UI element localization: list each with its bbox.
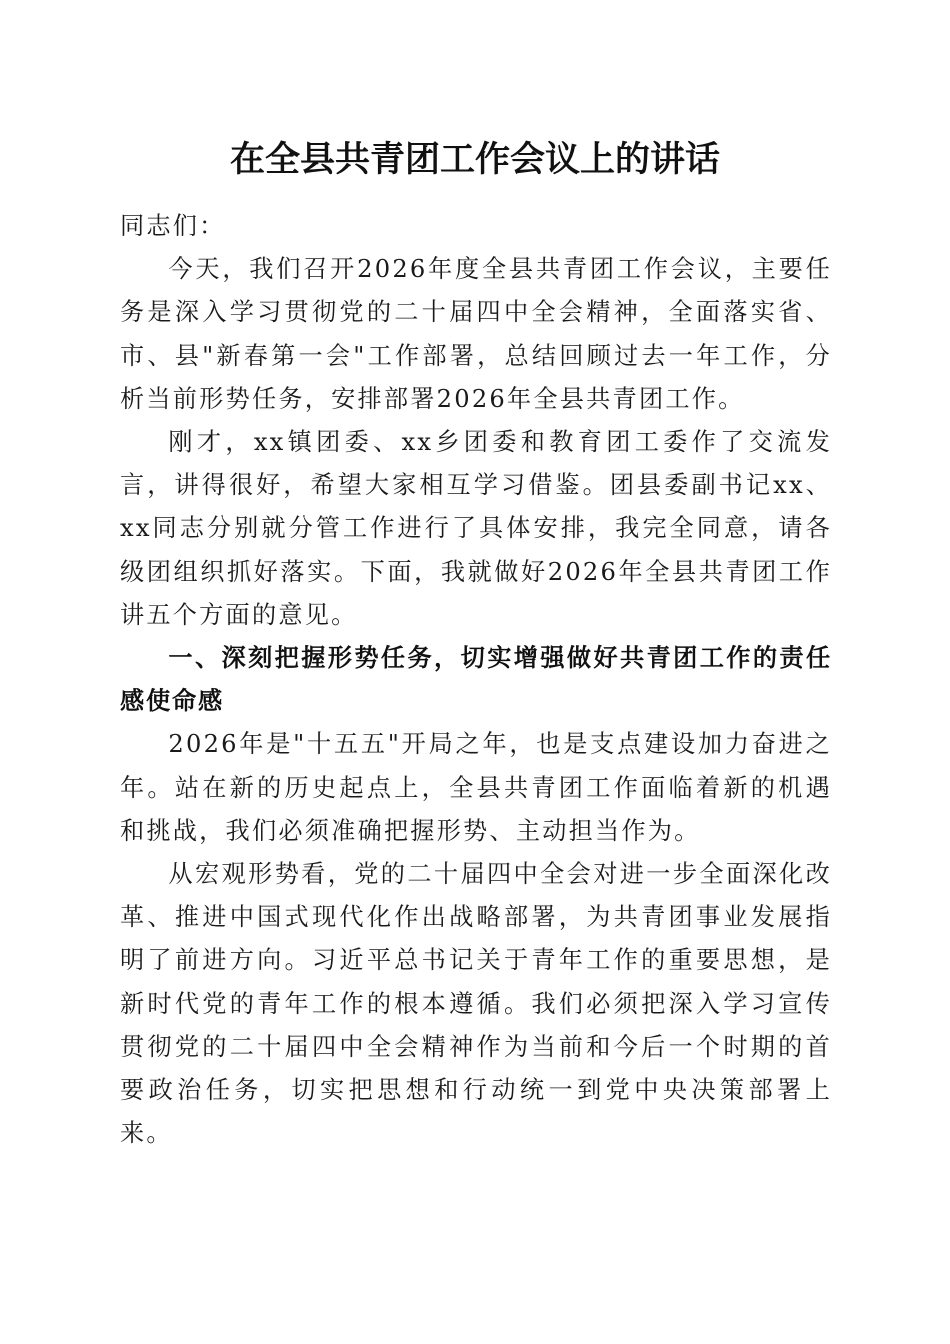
section-paragraph-1: 2026年是"十五五"开局之年，也是支点建设加力奋进之年。站在新的历史起点上，全县共青团工作面临着新的机遇和挑战，我们必须准确把握形势、主动担当作为。 xyxy=(120,730,832,845)
salutation: 同志们： xyxy=(120,212,226,240)
paragraph-opening: 今天，我们召开2026年度全县共青团工作会议，主要任务是深入学习贯彻党的二十届四中全会精神，全面落实省、市、县"新春第一会"工作部署，总结回顾过去一年工作，分析当前形势任务，安排部署2026年全县共青团工作。 xyxy=(120,255,832,413)
document-body xyxy=(120,205,832,1155)
document-title: 在全县共青团工作会议上的讲话 xyxy=(229,139,720,180)
section-paragraph-2: 从宏观形势看，党的二十届四中全会对进一步全面深化改革、推进中国式现代化作出战略部署，为共青团事业发展指明了前进方向。习近平总书记关于青年工作的重要思想，是新时代党的青年工作的根本遵循。我们必须把深入学习宣传贯彻党的二十届四中全会精神作为当前和今后一个时期的首要政治任务，切实把思想和行动统一到党中央决策部署上来。 xyxy=(120,860,832,1148)
section-heading-1: 一、深刻把握形势任务，切实增强做好共青团工作的责任感使命感 xyxy=(120,644,832,716)
paragraph-exchange: 刚才，xx镇团委、xx乡团委和教育团工委作了交流发言，讲得很好，希望大家相互学习借鉴。团县委副书记xx、xx同志分别就分管工作进行了具体安排，我完全同意，请各级团组织抓好落实。下面，我就做好2026年全县共青团工作讲五个方面的意见。 xyxy=(120,428,832,629)
